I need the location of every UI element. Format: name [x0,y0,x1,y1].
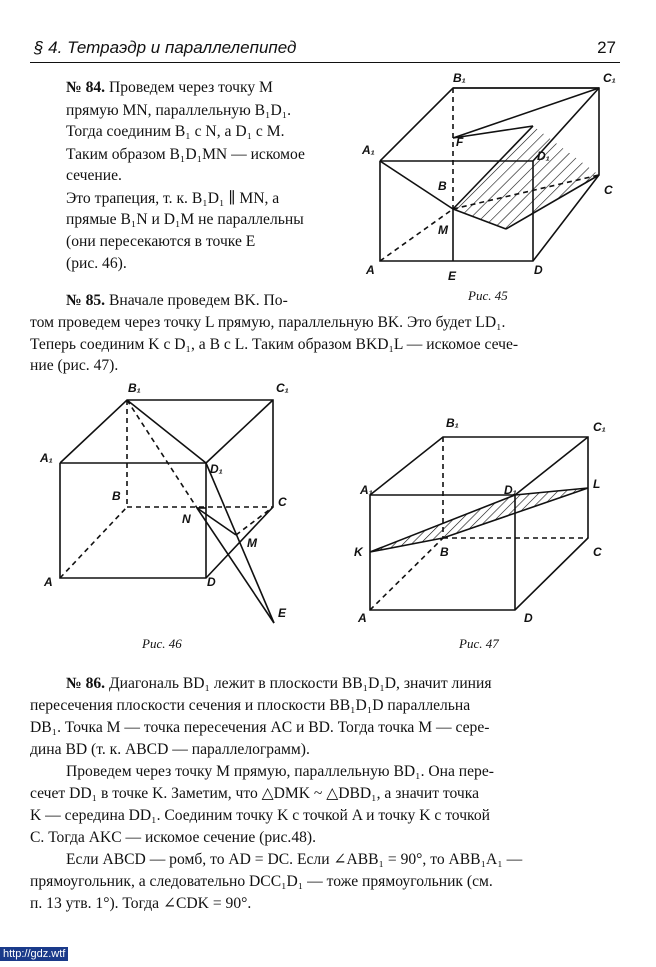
text-line: DB₁. Точка M — точка пересечения AC и BD. Тогда точка M — сере- [30,719,490,736]
text-line: Диагональ BD₁ лежит в плоскости BB₁D₁D, значит линия [108,675,492,692]
figure-47 [350,410,630,640]
label-B1: B₁ [453,71,466,85]
section-title: § 4. Тетраэдр и параллелепипед [34,38,297,57]
label-M: M [247,536,257,550]
text-line: сечет DD₁ в точке K. Заметим, что △DMK ~ △DBD₁, а значит точка [30,785,480,802]
problem-number: № 84. [66,79,106,96]
text-line: Таким образом B₁D₁MN — искомое [66,146,305,163]
text-line: п. 13 утв. 1°). Тогда ∠CDK = 90°. [30,895,252,912]
label-B: B [112,489,121,503]
label-D1: D₁ [504,483,517,497]
section-shading [453,126,599,229]
label-A1: A₁ [360,483,373,497]
text-line: прямоугольник, а следовательно DCC₁D₁ — тоже прямоугольник (см. [30,873,493,890]
page-number: 27 [597,38,616,57]
figure-46 [40,380,310,640]
label-D: D [534,263,543,277]
problem-number: № 85. [66,292,106,309]
label-C: C [278,495,287,509]
label-C1: C₁ [593,420,606,434]
text-line: Проведем через точку M прямую, параллельную BD₁. Она пере- [66,763,494,780]
text-line: Это трапеция, т. к. B₁D₁ ∥ MN, а [66,190,280,207]
label-D: D [207,575,216,589]
text-line: C. Тогда AKC — искомое сечение (рис.48). [30,829,317,846]
label-A: A [366,263,375,277]
text-line: (они пересекаются в точке E [66,233,256,250]
text-line: Теперь соединим K с D₁, а B с L. Таким образом BKD₁L — искомое сече- [30,336,519,353]
text-line: том проведем через точку L прямую, параллельную BK. Это будет LD₁. [30,314,506,331]
label-A: A [358,611,367,625]
problem-number: № 86. [66,675,106,692]
label-B1: B₁ [128,381,141,395]
label-D1: D₁ [210,462,223,476]
figure-45-caption: Рис. 45 [468,288,508,303]
text-line: Тогда соединим B₁ с N, а D₁ с M. [66,123,285,140]
label-E: E [278,606,287,620]
figure-45 [360,68,630,298]
watermark-link[interactable]: http://gdz.wtf [0,947,68,961]
page-header [30,36,620,63]
label-E: E [448,269,457,283]
label-N: N [182,512,191,526]
text-line: K — середина DD₁. Соединим точку K с точкой A и точку K с точкой [30,807,490,824]
text-line: прямые B₁N и D₁M не параллельны [66,211,304,228]
label-C1: C₁ [603,71,616,85]
text-line: прямую MN, параллельную B₁D₁. [66,102,292,119]
section-shading [370,488,588,552]
label-B1: B₁ [446,416,459,430]
text-line: сечение. [66,167,122,184]
label-D: D [524,611,533,625]
label-D1: D₁ [537,149,550,163]
label-B: B [438,179,447,193]
label-C: C [604,183,613,197]
figure-47-caption: Рис. 47 [459,636,499,651]
label-B: B [440,545,449,559]
label-A1: A₁ [362,143,375,157]
label-F: F [456,135,464,149]
label-C: C [593,545,602,559]
label-C1: C₁ [276,381,289,395]
text-line: пересечения плоскости сечения и плоскости BB₁D₁D параллельна [30,697,471,714]
text-line: дина BD (т. к. ABCD — параллелограмм). [30,741,310,758]
label-K: K [354,545,363,559]
text-line: ние (рис. 47). [30,357,119,374]
label-A: A [44,575,53,589]
text-line: (рис. 46). [66,255,127,272]
figure-46-caption: Рис. 46 [142,636,182,651]
label-L: L [593,477,601,491]
text-line: Проведем через точку M [108,79,273,96]
label-M: M [438,223,448,237]
text-line: Если ABCD — ромб, то AD = DC. Если ∠ABB₁ = 90°, то ABB₁A₁ — [66,851,523,868]
label-A1: A₁ [40,451,53,465]
text-line: Вначале проведем BK. По- [108,292,288,309]
